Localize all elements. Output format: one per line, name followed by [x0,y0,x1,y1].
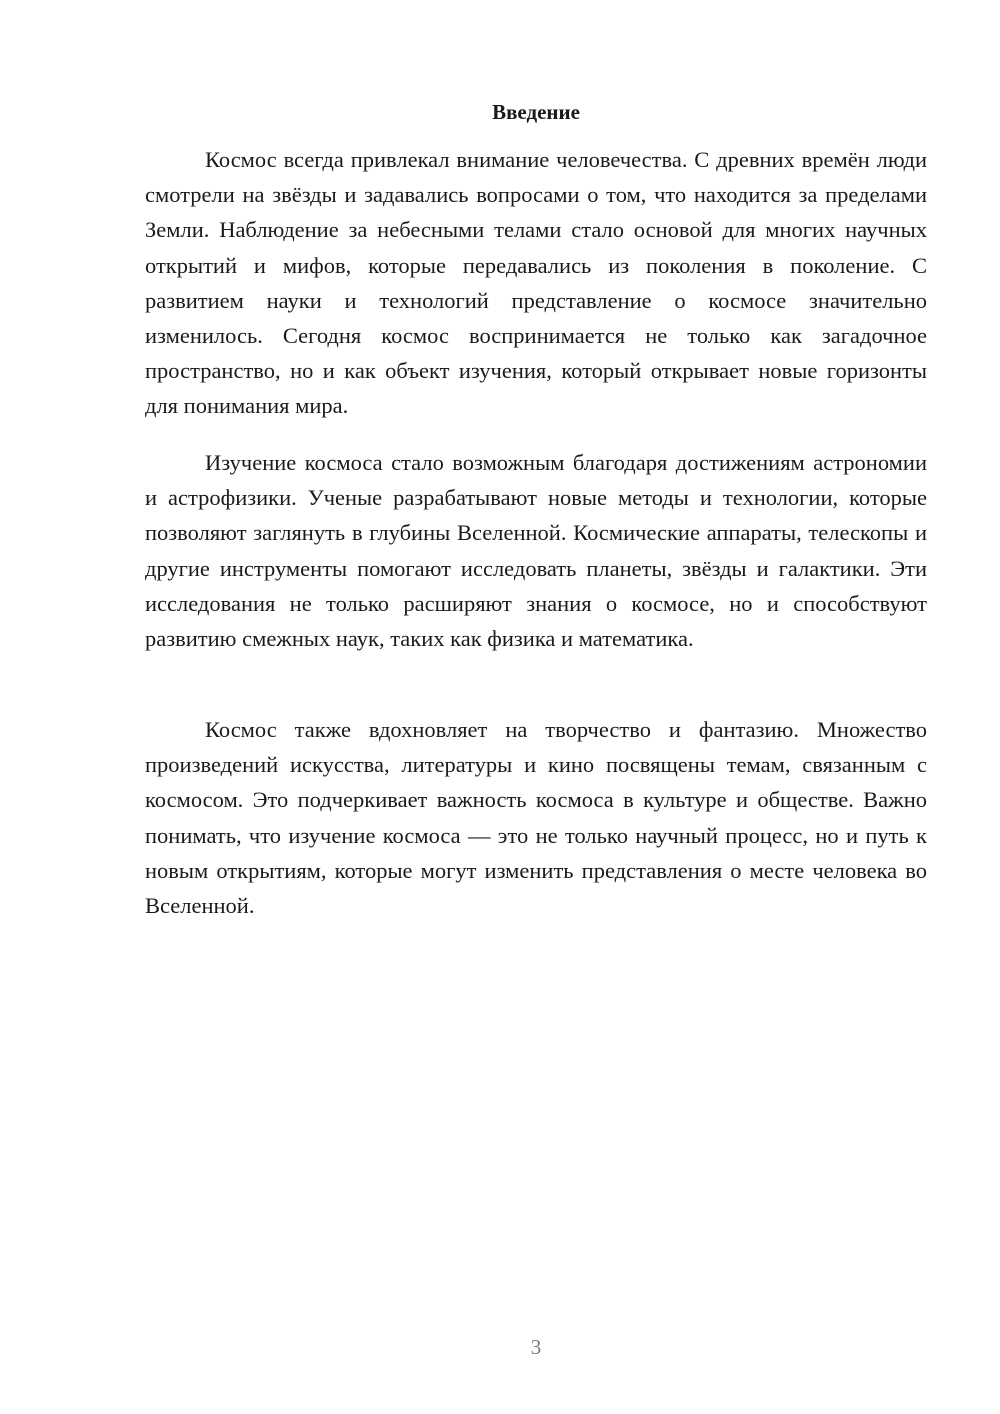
paragraph-3: Космос также вдохновляет на творчество и фантазию. Множество произведений искусства, литературы и кино посвящены темам, связанным с космосом. Это подчеркивает важность космоса в культуре и обществе. Важно понимать, что изучение космоса — это не только научный процесс, но и путь к новым открытиям, которые могут изменить представления о месте человека во Вселенной. [145,717,927,919]
section-heading: Введение [492,100,580,124]
paragraph-1: Космос всегда привлекал внимание человечества. С древних времён люди смотрели на звёзды и задавались вопросами о том, что находится за пределами Земли. Наблюдение за небесными телами стало основой для многих научных открытий и мифов, которые передавались из поколения в поколение. С развитием науки и технологий представление о космосе значительно изменилось. Сегодня космос воспринимается не только как загадочное пространство, но и как объект изучения, который открывает новые горизонты для понимания мира. [145,147,927,419]
page-number: 3 [530,1335,542,1359]
paragraph-2: Изучение космоса стало возможным благодаря достижениям астрономии и астрофизики. Ученые разрабатывают новые методы и технологии, которые позволяют заглянуть в глубины Вселенной. Космические аппараты, телескопы и другие инструменты помогают исследовать планеты, звёзды и галактики. Эти исследования не только расширяют знания о космосе, но и способствуют развитию смежных наук, таких как физика и математика. [145,450,927,652]
